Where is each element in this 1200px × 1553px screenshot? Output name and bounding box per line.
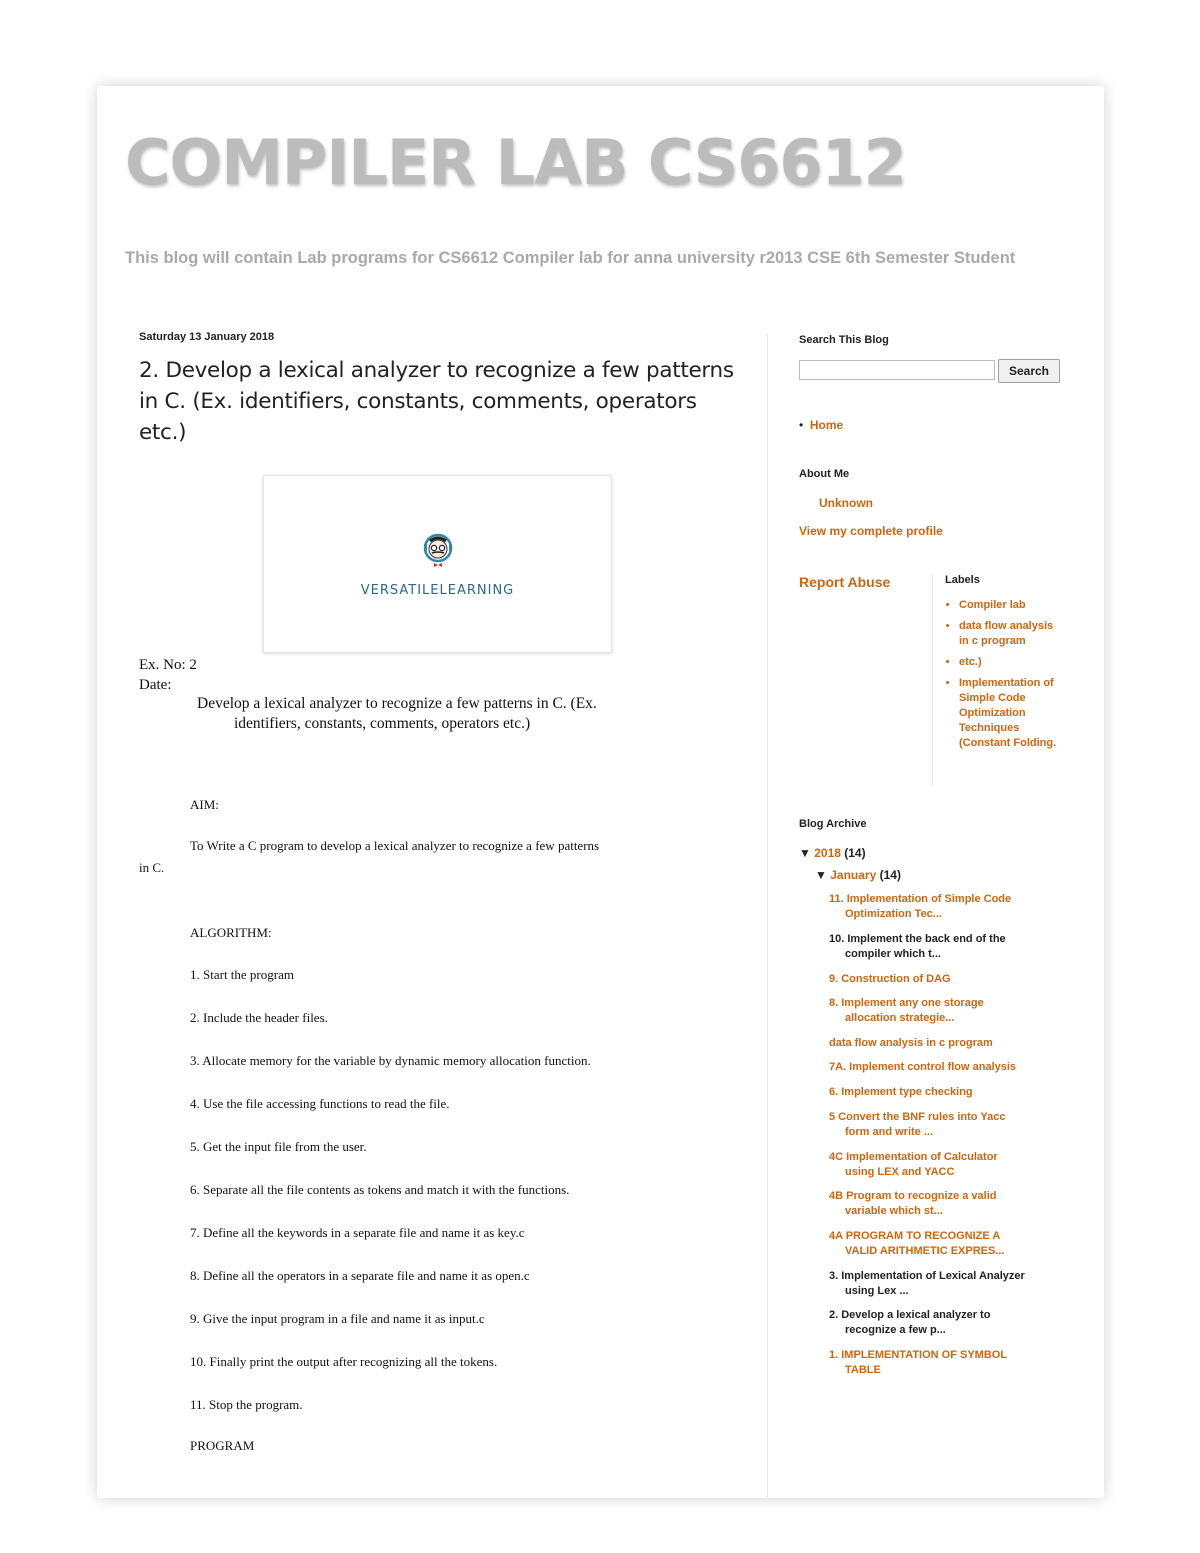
archive-year-row[interactable] bbox=[799, 846, 866, 860]
archive-post-link[interactable] bbox=[829, 972, 1069, 987]
archive-heading: Blog Archive bbox=[799, 818, 867, 830]
aim-label: AIM: bbox=[190, 797, 219, 812]
exercise-number: Ex. No: 2 bbox=[139, 657, 197, 673]
archive-post-line: VALID ARITHMETIC EXPRES... bbox=[845, 1245, 1005, 1257]
archive-post-line: 7A. Implement control flow analysis bbox=[829, 1061, 1017, 1073]
algorithm-step: 5. Get the input file from the user. bbox=[190, 1139, 367, 1154]
labels-widget bbox=[932, 574, 1062, 786]
algorithm-step: 9. Give the input program in a file and name it as input.c bbox=[190, 1311, 485, 1326]
bullet: • bbox=[799, 418, 810, 432]
search-input[interactable] bbox=[799, 360, 995, 380]
archive-post-line: TABLE bbox=[845, 1364, 881, 1376]
archive-month-link[interactable]: January bbox=[830, 868, 877, 882]
archive-post-line: using LEX and YACC bbox=[845, 1166, 955, 1178]
main-column bbox=[139, 331, 749, 1453]
subject-line-2: identifiers, constants, comments, operators etc.) bbox=[234, 715, 531, 732]
archive-post-link[interactable] bbox=[829, 1229, 1069, 1259]
algorithm-step: 4. Use the file accessing functions to read the file. bbox=[190, 1096, 450, 1111]
archive-post-line: 8. Implement any one storage bbox=[829, 997, 984, 1009]
label-link[interactable]: • etc.) bbox=[959, 655, 1062, 670]
blog-page bbox=[97, 86, 1104, 1498]
archive-post-line: 4B Program to recognize a valid bbox=[829, 1190, 997, 1202]
search-heading: Search This Blog bbox=[799, 334, 889, 346]
archive-post-link-current[interactable] bbox=[829, 1308, 1069, 1338]
archive-post-link[interactable] bbox=[829, 996, 1069, 1026]
label-link[interactable]: • Implementation of Simple Code Optimization Techniques (Constant Folding. bbox=[959, 676, 1062, 751]
archive-post-link[interactable] bbox=[829, 1269, 1069, 1299]
archive-post-link[interactable] bbox=[829, 1060, 1069, 1075]
archive-post-link[interactable] bbox=[829, 1085, 1069, 1100]
triangle-down-icon[interactable]: ▼ bbox=[815, 868, 831, 882]
pages-list bbox=[799, 418, 843, 432]
mascot-icon bbox=[418, 532, 458, 570]
archive-post-line: 1. IMPLEMENTATION OF SYMBOL bbox=[829, 1349, 1008, 1361]
column-divider bbox=[767, 334, 768, 1498]
page-link-home[interactable]: Home bbox=[809, 418, 844, 432]
report-abuse-link[interactable]: Report Abuse bbox=[799, 574, 891, 590]
label-link[interactable]: • Compiler lab bbox=[959, 598, 1062, 613]
archive-post-line: 6. Implement type checking bbox=[829, 1086, 973, 1098]
algorithm-step: 8. Define all the operators in a separate file and name it as open.c bbox=[190, 1268, 530, 1283]
archive-month-row[interactable] bbox=[815, 868, 901, 882]
archive-post-link[interactable] bbox=[829, 1110, 1069, 1140]
algorithm-step: 2. Include the header files. bbox=[190, 1010, 328, 1025]
exercise-date: Date: bbox=[139, 677, 172, 693]
archive-post-line: allocation strategie... bbox=[845, 1012, 955, 1024]
archive-post-line: using Lex ... bbox=[845, 1285, 909, 1297]
view-profile-link[interactable]: View my complete profile bbox=[799, 524, 943, 538]
algorithm-label: ALGORITHM: bbox=[190, 925, 272, 940]
labels-list bbox=[945, 598, 1062, 751]
aim-line-1: To Write a C program to develop a lexical analyzer to recognize a few patterns bbox=[190, 838, 600, 853]
archive-post-line: 3. Implementation of Lexical Analyzer bbox=[829, 1270, 1025, 1282]
archive-post-line: form and write ... bbox=[845, 1126, 934, 1138]
algorithm-step: 11. Stop the program. bbox=[190, 1397, 303, 1412]
label-link[interactable]: • data flow analysis in c program bbox=[959, 619, 1062, 649]
labels-heading: Labels bbox=[945, 574, 980, 586]
profile-name-link[interactable]: Unknown bbox=[819, 496, 873, 510]
exercise-header bbox=[139, 655, 197, 695]
archive-post-line: 11. Implementation of Simple Code bbox=[829, 893, 1012, 905]
blog-description: This blog will contain Lab programs for CS6612 Compiler lab for anna university r2013 CSE 6th Semester Student bbox=[125, 249, 1016, 267]
post-title[interactable]: 2. Develop a lexical analyzer to recognize a few patterns in C. (Ex. identifiers, constants, comments, operators etc.) bbox=[139, 358, 734, 445]
about-heading: About Me bbox=[799, 468, 850, 480]
search-button[interactable]: Search bbox=[998, 359, 1060, 383]
archive-year-count: (14) bbox=[844, 846, 866, 860]
exercise-subject bbox=[197, 694, 757, 734]
archive-post-line: compiler which t... bbox=[845, 948, 941, 960]
logo-text: VERSATILELEARNING bbox=[360, 583, 515, 598]
archive-post-link[interactable] bbox=[829, 1348, 1069, 1378]
archive-post-line: 4A PROGRAM TO RECOGNIZE A bbox=[829, 1230, 1001, 1242]
versatile-learning-logo bbox=[264, 532, 611, 598]
post-date: Saturday 13 January 2018 bbox=[139, 331, 275, 343]
archive-post-line: Optimization Tec... bbox=[845, 908, 942, 920]
archive-year-link[interactable]: 2018 bbox=[814, 846, 841, 860]
algorithm-step: 3. Allocate memory for the variable by dynamic memory allocation function. bbox=[190, 1053, 591, 1068]
program-label: PROGRAM bbox=[190, 1438, 255, 1453]
archive-month-count: (14) bbox=[879, 868, 901, 882]
archive-post-link[interactable] bbox=[829, 932, 1069, 962]
archive-post-line: 9. Construction of DAG bbox=[829, 973, 951, 985]
aim-line-2: in C. bbox=[139, 860, 165, 875]
archive-post-line: 5 Convert the BNF rules into Yacc bbox=[829, 1111, 1006, 1123]
post-image[interactable] bbox=[263, 475, 612, 653]
archive-post-line: 2. Develop a lexical analyzer to bbox=[829, 1309, 991, 1321]
archive-post-link[interactable] bbox=[829, 1150, 1069, 1180]
algorithm-step: 6. Separate all the file contents as tokens and match it with the functions. bbox=[190, 1182, 570, 1197]
archive-post-line: variable which st... bbox=[845, 1205, 943, 1217]
archive-post-link[interactable] bbox=[829, 1189, 1069, 1219]
triangle-down-icon[interactable]: ▼ bbox=[799, 846, 815, 860]
archive-post-line: recognize a few p... bbox=[845, 1324, 946, 1336]
archive-post-line: data flow analysis in c program bbox=[829, 1037, 993, 1049]
archive-post-link[interactable] bbox=[829, 1036, 1069, 1051]
archive-post-link[interactable] bbox=[829, 892, 1069, 922]
archive-post-line: 4C Implementation of Calculator bbox=[829, 1151, 998, 1163]
archive-post-line: 10. Implement the back end of the bbox=[829, 933, 1006, 945]
algorithm-step: 10. Finally print the output after recognizing all the tokens. bbox=[190, 1354, 498, 1369]
algorithm-step: 7. Define all the keywords in a separate file and name it as key.c bbox=[190, 1225, 525, 1240]
blog-title[interactable]: COMPILER LAB CS6612 bbox=[125, 126, 906, 199]
subject-line-1: Develop a lexical analyzer to recognize a few patterns in C. (Ex. bbox=[197, 695, 597, 712]
algorithm-step: 1. Start the program bbox=[190, 967, 294, 982]
